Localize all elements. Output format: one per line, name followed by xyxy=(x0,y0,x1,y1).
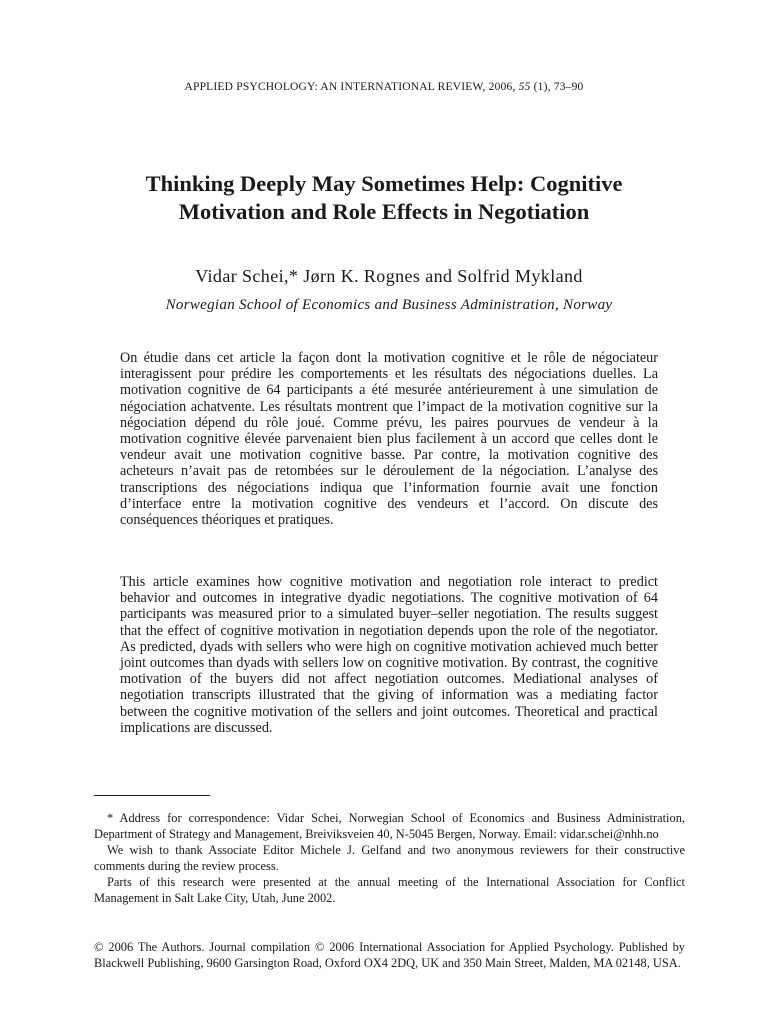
article-title: Thinking Deeply May Sometimes Help: Cognitive Motivation and Role Effects in Negotiation xyxy=(145,171,623,224)
running-head-volume: 55 xyxy=(518,81,531,93)
copyright-notice: © 2006 The Authors. Journal compilation © 2006 International Association for Applied Psychology. Published by Blackwell Publishing, 9600 Garsington Road, Oxford OX4 2DQ, UK and 350 Main Street, Malden, MA 02148, USA. xyxy=(94,940,685,970)
footnote-correspondence: * Address for correspondence: Vidar Schei, Norwegian School of Economics and Business Administration, Department of Strategy and Management, Breiviksveien 40, N-5045 Bergen, Norway. Email: vidar.schei@nhh.no xyxy=(94,811,685,841)
running-head-journal: APPLIED PSYCHOLOGY: AN INTERNATIONAL REVIEW, 2006, xyxy=(184,81,519,93)
footnote-presentation: Parts of this research were presented at the annual meeting of the International Association for Conflict Management in Salt Lake City, Utah, June 2002. xyxy=(94,875,685,905)
abstract-english: This article examines how cognitive motivation and negotiation role interact to predict behavior and outcomes in integrative dyadic negotiations. The cognitive motivation of 64 participants was measured prior to a simulated buyer–seller negotiation. The results suggest that the effect of cognitive motivation in negotiation depends upon the role of the negotiator. As predicted, dyads with sellers who were high on cognitive motivation achieved much better joint outcomes than dyads with sellers low on cognitive motivation. By contrast, the cognitive motivation of the buyers did not affect negotiation outcomes. Mediational analyses of negotiation transcripts illustrated that the giving of information was a mediating factor between the cognitive motivation of the sellers and joint outcomes. Theoretical and practical implications are discussed. xyxy=(120,574,658,736)
footnotes xyxy=(94,810,685,906)
running-head-issue-pages: (1), 73–90 xyxy=(530,81,584,93)
abstract-french: On étudie dans cet article la façon dont la motivation cognitive et le rôle de négociateur interagissent pour prédire les comportements et les résultats des négociations duelles. La motivation cognitive de 64 participants a été mesurée antérieurement à une simulation de négociation achatvente. Les résultats montrent que l’impact de la motivation cognitive sur la négociation dépend du rôle joué. Comme prévu, les paires pourvues de vendeur à la motivation cognitive élevée parvenaient bien plus facilement à un accord que celles dont le vendeur avait une motivation cognitive basse. Par contre, la motivation cognitive des acheteurs n’avait pas de retombées sur le déroulement de la négociation. L’analyse des transcriptions des négociations indiqua que l’information fournie avait une fonction d’interface entre la motivation cognitive des vendeurs et l’accord. On discute des conséquences théoriques et pratiques. xyxy=(120,350,658,529)
footnote-rule xyxy=(94,795,210,796)
article-authors: Vidar Schei,* Jørn K. Rognes and Solfrid Mykland xyxy=(195,266,583,286)
footnote-acknowledgement: We wish to thank Associate Editor Michele J. Gelfand and two anonymous reviewers for their constructive comments during the review process. xyxy=(94,843,685,873)
author-affiliation: Norwegian School of Economics and Business Administration, Norway xyxy=(165,297,613,313)
running-head xyxy=(0,81,768,93)
